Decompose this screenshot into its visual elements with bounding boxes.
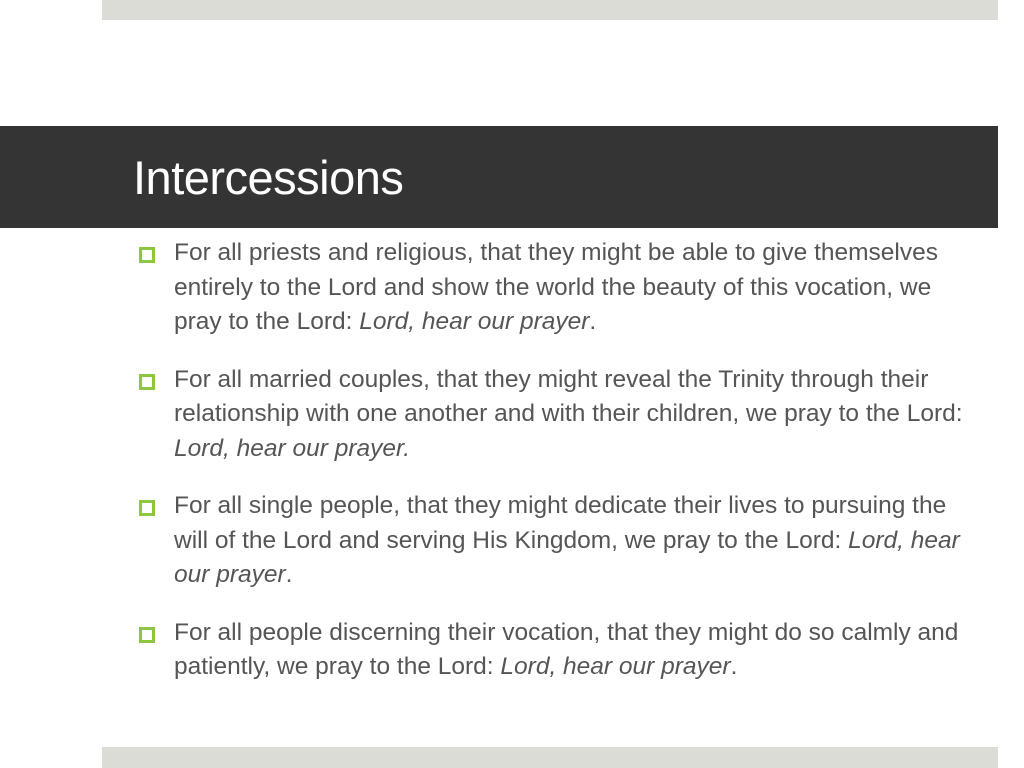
bottom-decorative-band [102,747,998,768]
item-end: . [730,653,738,680]
list-item [136,236,966,340]
list-item [136,489,966,593]
response-text: Lord, hear our prayer [500,653,731,680]
item-end: . [589,308,597,335]
top-decorative-band [102,0,998,20]
square-bullet-icon [139,627,155,643]
slide-title: Intercessions [133,151,404,204]
square-bullet-icon [139,247,155,263]
bullet-list [136,236,966,708]
intercession-text: For all married couples, that they might reveal the Trinity through their relationship with one another and with their children, we pray to the Lord: [174,365,963,427]
response-text: Lord, hear our prayer [359,308,590,335]
list-item [136,363,966,467]
item-end: . [285,561,293,588]
intercession-text: For all priests and religious, that they might be able to give themselves entirely to the Lord and show the world the beauty of this vocation, we pray to the Lord: [174,239,938,335]
intercession-text: For all single people, that they might dedicate their lives to pursuing the will of the Lord and serving His Kingdom, we pray to the Lord: [174,492,947,554]
square-bullet-icon [139,500,155,516]
response-text: Lord, hear our prayer [174,526,960,588]
intercession-text: For all people discerning their vocation, that they might do so calmly and patiently, we pray to the Lord: [174,618,959,680]
response-text: Lord, hear our prayer. [174,434,411,462]
square-bullet-icon [139,374,155,390]
list-item [136,616,966,685]
